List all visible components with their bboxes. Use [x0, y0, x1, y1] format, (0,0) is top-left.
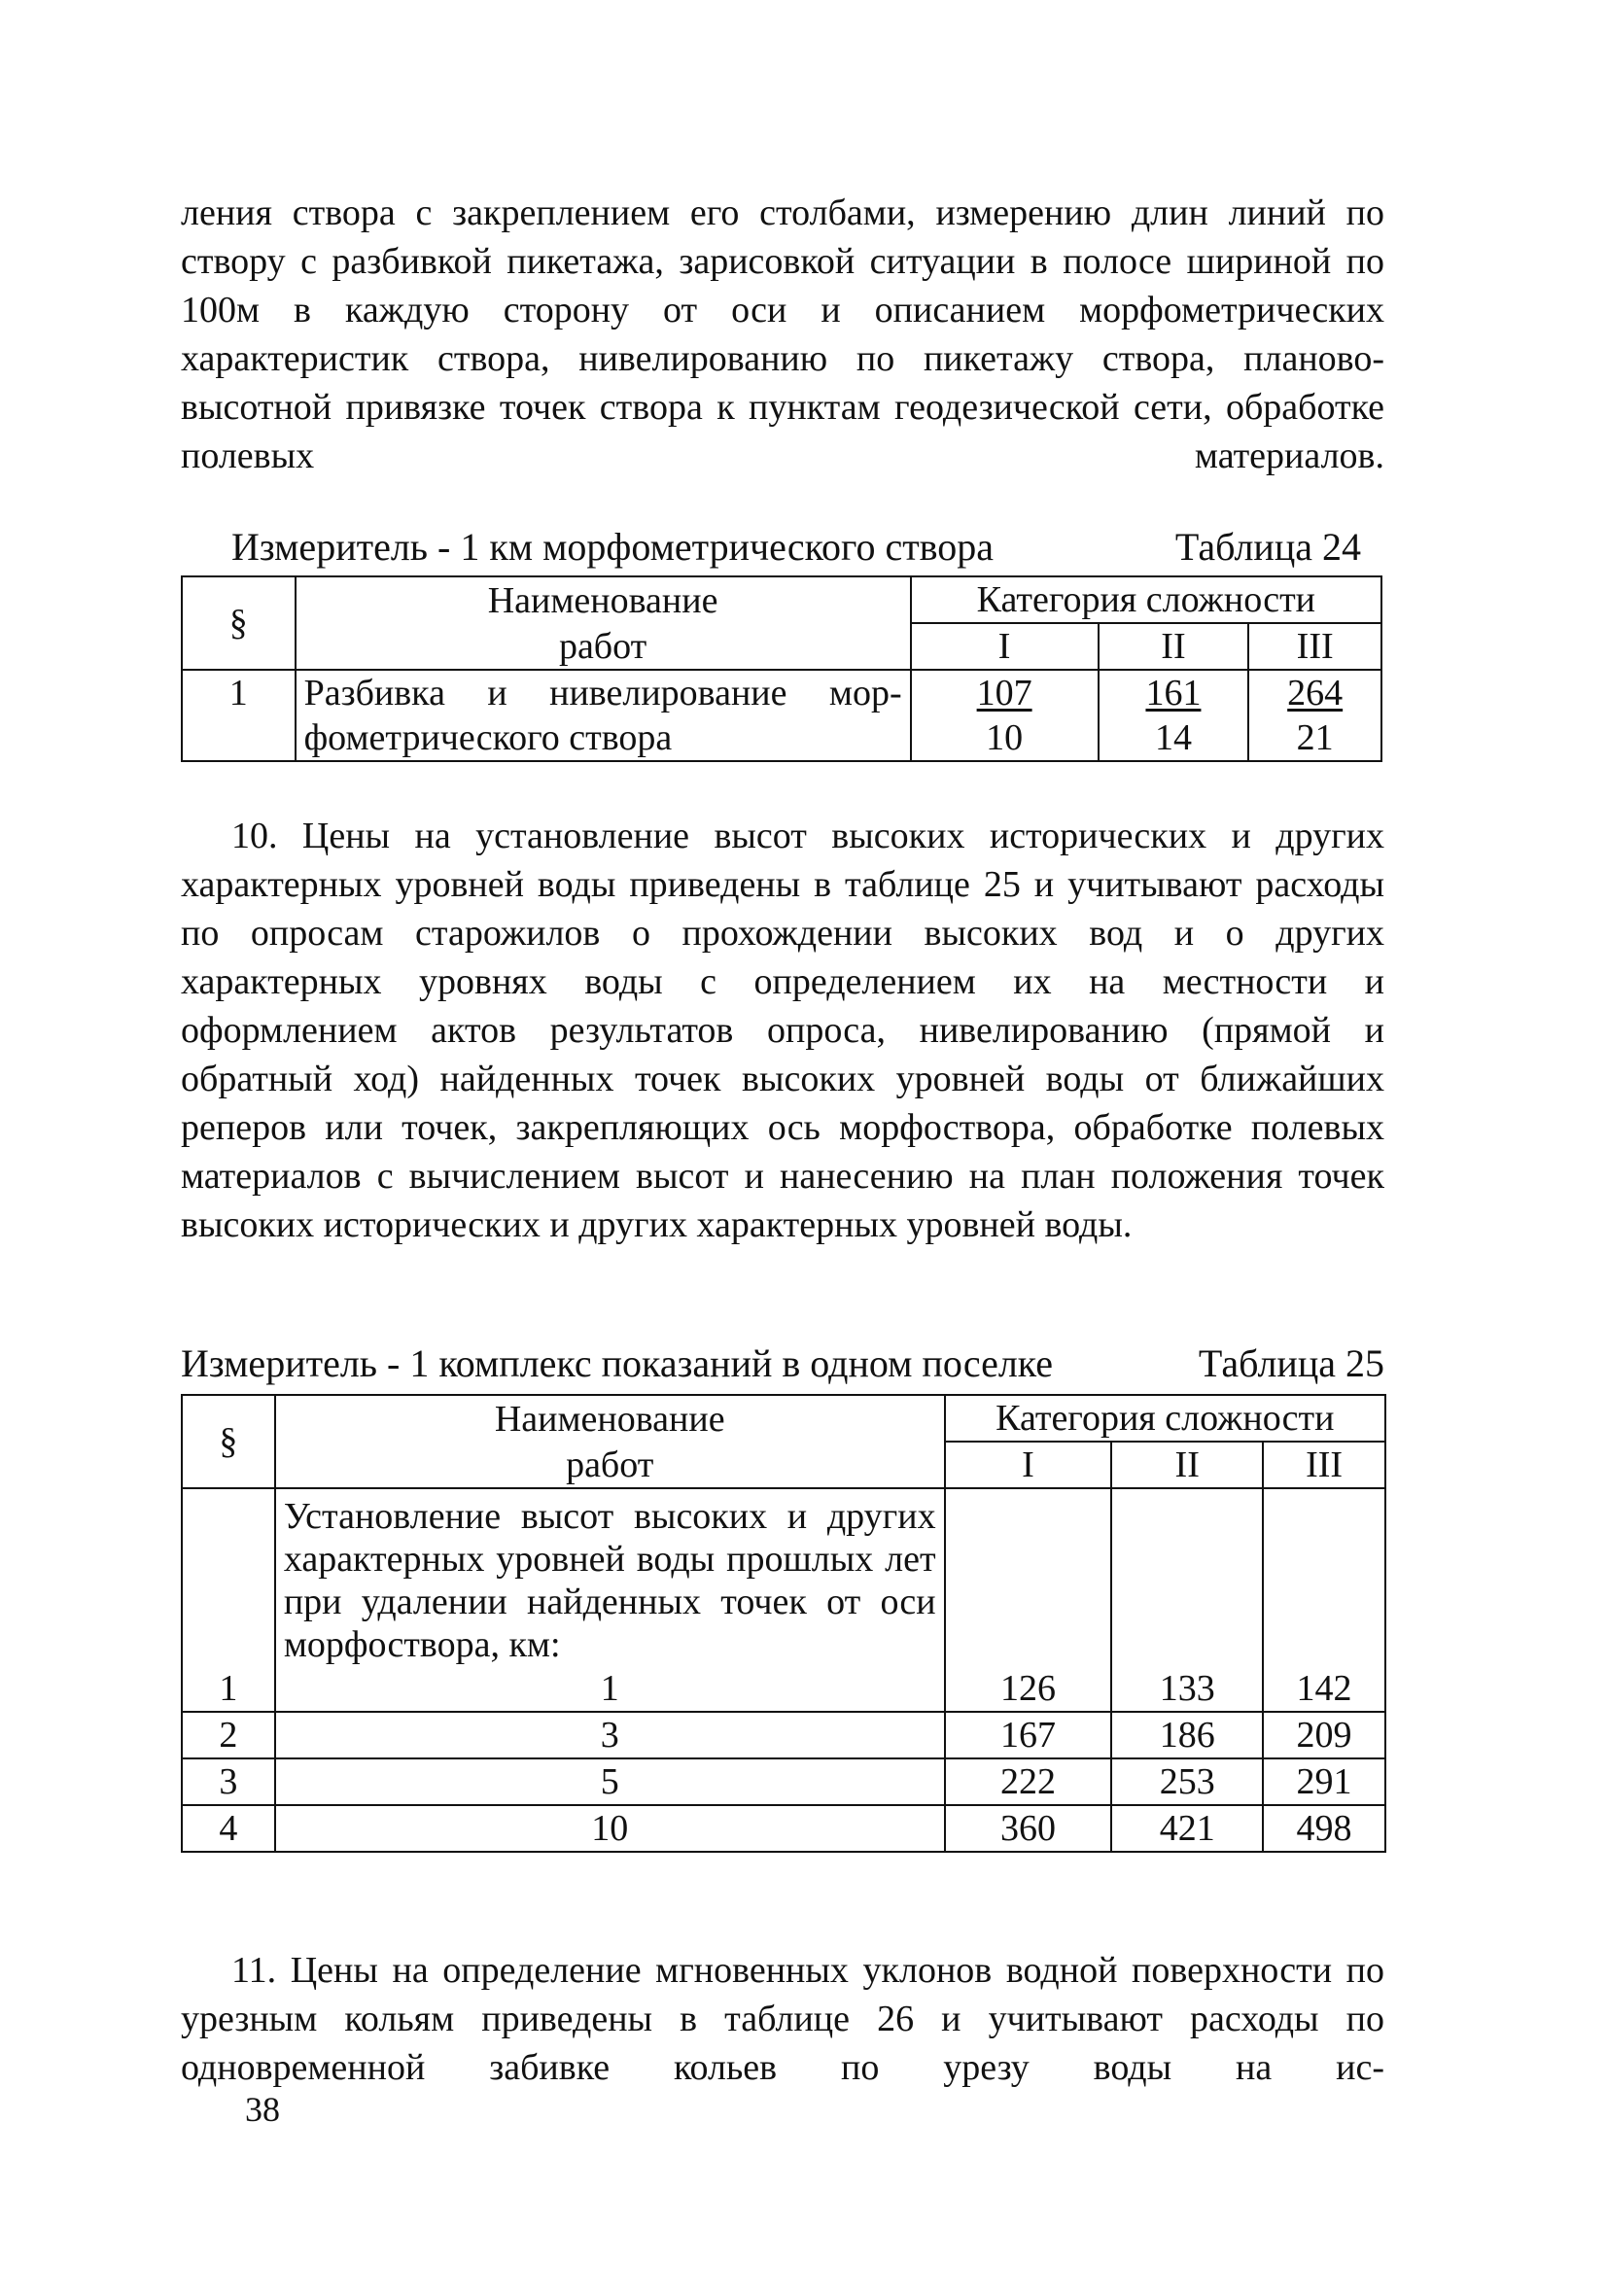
- table25-cat2-value: 421: [1111, 1805, 1263, 1852]
- table24-cat1-price: 107: [976, 673, 1032, 713]
- table24-cat1-subvalue: 10: [986, 717, 1024, 758]
- table24-cat3-value: [1248, 670, 1381, 761]
- table24-cat3-header: III: [1248, 623, 1381, 670]
- table25-cat3-value: 142: [1263, 1488, 1385, 1712]
- table25-cat2-value: 253: [1111, 1758, 1263, 1805]
- page-number: 38: [245, 2090, 280, 2129]
- table25-category-header: Категория сложности: [945, 1395, 1385, 1442]
- table25-cat1-value: 222: [945, 1758, 1112, 1805]
- table25-name-header-2: работ: [275, 1442, 945, 1488]
- table24-row-num: 1: [182, 670, 296, 761]
- table25-distance: 10: [275, 1805, 945, 1852]
- paragraph-11: 11. Цены на определение мгновенных уклонов водной поверхности по урезным кольям приведены в таблице 26 и учитывают расходы по одновременной забивке кольев по урезу воды на ис-: [181, 1950, 1384, 2088]
- table25-distance: 3: [275, 1712, 945, 1758]
- table25-cat1-value: 167: [945, 1712, 1112, 1758]
- table24-cat2-value: [1099, 670, 1249, 761]
- table25-cat2-header: II: [1111, 1442, 1263, 1488]
- table-row: [182, 1805, 1385, 1852]
- table24-name-header-1: Наименование: [296, 576, 911, 623]
- table24-cat3-price: 264: [1287, 673, 1344, 713]
- table24-cat1-value: [911, 670, 1099, 761]
- table25-distance: 1: [600, 1668, 619, 1709]
- table25-distance: 5: [275, 1758, 945, 1805]
- table24-cat2-header: II: [1099, 623, 1249, 670]
- table24-section-header: §: [182, 576, 296, 670]
- table-row: [182, 1758, 1385, 1805]
- table24-category-header: Категория сложности: [911, 576, 1381, 623]
- table24-row-name-line2: фометрического створа: [303, 717, 673, 758]
- table-row: [182, 1488, 1385, 1712]
- table25-name-header-1: Наименование: [275, 1395, 945, 1442]
- table25-cat1-header: I: [945, 1442, 1112, 1488]
- table25-cat3-value: 498: [1263, 1805, 1385, 1852]
- table25-cat3-header: III: [1263, 1442, 1385, 1488]
- table24-name-header-2: работ: [296, 623, 911, 670]
- table25-row-name: [275, 1488, 945, 1712]
- table25-cat3-value: 209: [1263, 1712, 1385, 1758]
- table24-cat2-price: 161: [1145, 673, 1202, 713]
- table24-cat1-header: I: [911, 623, 1099, 670]
- table-24: [181, 575, 1382, 762]
- table25-cat3-value: 291: [1263, 1758, 1385, 1805]
- table25-cat2-value: 186: [1111, 1712, 1263, 1758]
- table25-meter: Измеритель - 1 комплекс показаний в одном поселке: [181, 1341, 1053, 1385]
- table25-row-num: 2: [182, 1712, 275, 1758]
- table25-caption: [181, 1341, 1384, 1386]
- table24-meter: Измеритель - 1 км морфометрического створа: [231, 525, 995, 569]
- table25-label: Таблица 25: [1198, 1341, 1384, 1385]
- table24-row-name-line1: Разбивка и нивелирование мор-: [303, 673, 902, 713]
- table-25: [181, 1394, 1386, 1853]
- table25-row-num: 1: [182, 1488, 275, 1712]
- table24-cat2-subvalue: 14: [1154, 717, 1192, 758]
- table25-cat2-value: 133: [1111, 1488, 1263, 1712]
- table24-caption: [231, 525, 1361, 570]
- table25-cat1-value: 360: [945, 1805, 1112, 1852]
- paragraph-continuation: ления створа с закреплением его столбами, измерению длин линий по створу с разбивкой пикетажа, зарисовкой ситуации в полосе шириной по 100м в каждую сторону от оси и описанием морфометрических характеристик створа, нивелированию по пикетажу створа, планово-высотной привязке точек створа к пунктам геодезической сети, обработке полевых материалов.: [181, 192, 1384, 476]
- table25-intro: Установление высот высоких и других характерных уровней воды прошлых лет при удалении найденных точек от оси морфоствора, км:: [283, 1496, 936, 1665]
- table24-cat3-subvalue: 21: [1296, 717, 1334, 758]
- table25-cat1-value: 126: [945, 1488, 1112, 1712]
- table-row: [182, 1712, 1385, 1758]
- paragraph-10: 10. Цены на установление высот высоких исторических и других характерных уровней воды приведены в таблице 25 и учитывают расходы по опросам старожилов о прохождении высоких вод и о других характерных уровнях воды с определением их на местности и оформлением актов результатов опроса, нивелированию (прямой и обратный ход) найденных точек высоких уровней воды от ближайших реперов или точек, закрепляющих ось морфоствора, обработке полевых материалов с вычислением высот и нанесению на план положения точек высоких исторических и других характерных уровней воды.: [181, 816, 1384, 1245]
- table25-row-num: 3: [182, 1758, 275, 1805]
- table24-row: [182, 670, 1381, 761]
- table24-row-name: [296, 670, 911, 761]
- table24-label: Таблица 24: [1174, 525, 1361, 569]
- table25-row-num: 4: [182, 1805, 275, 1852]
- table25-section-header: §: [182, 1395, 275, 1488]
